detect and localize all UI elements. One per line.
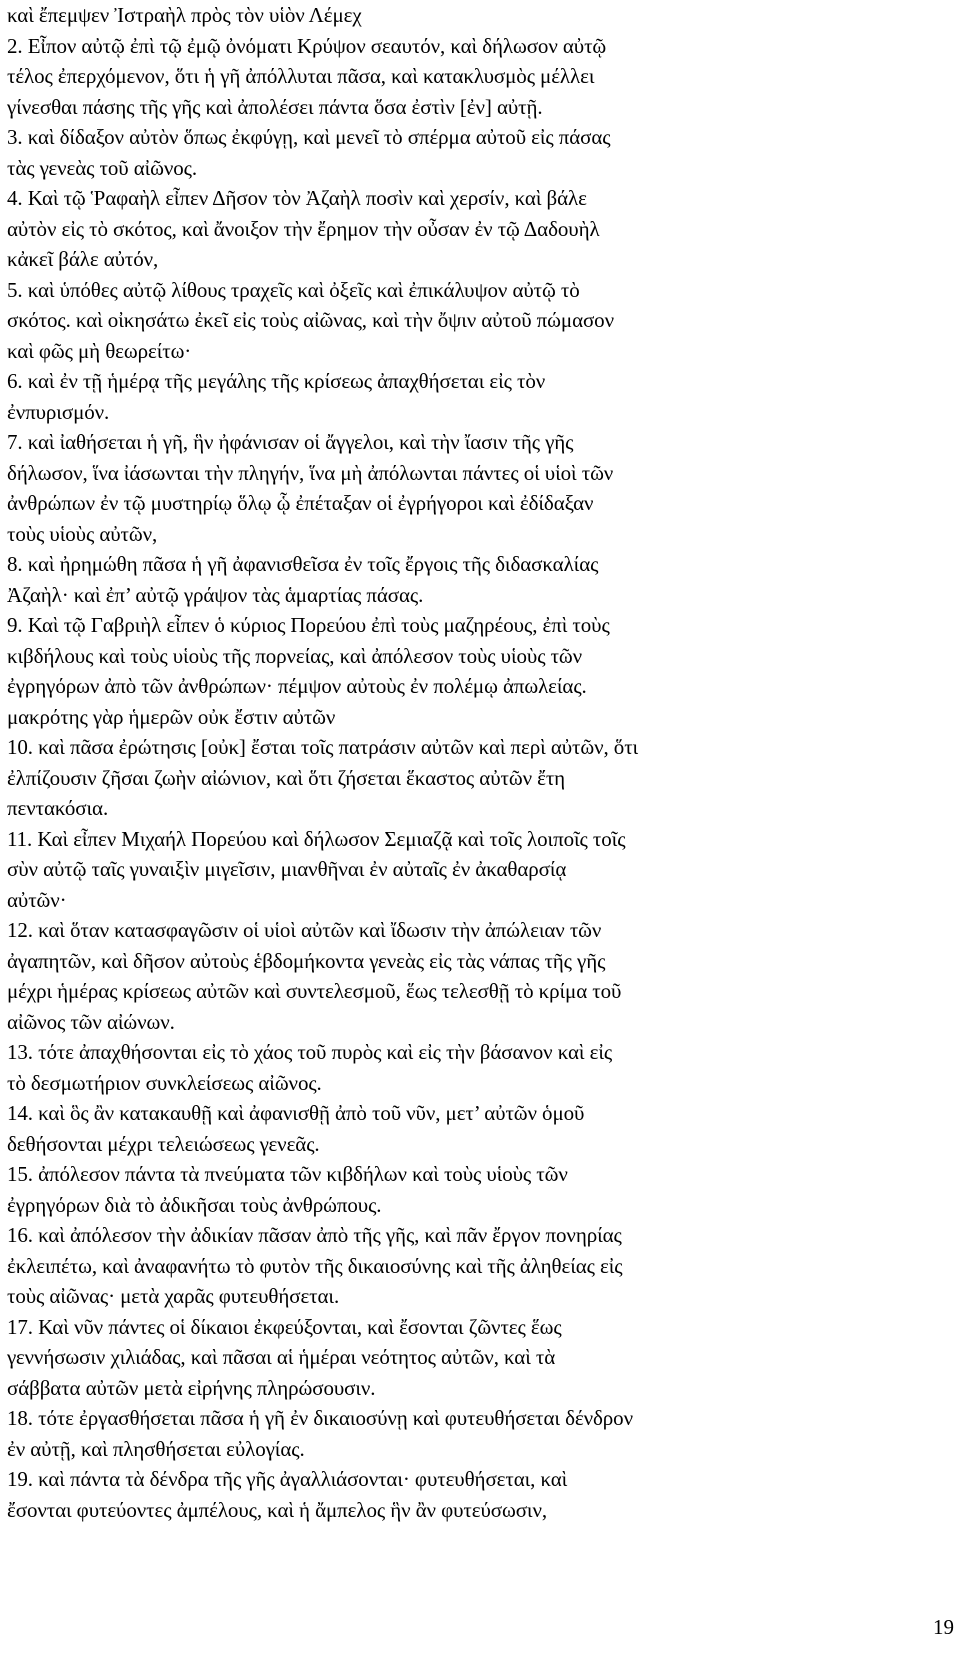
text-line: τοὺς αἰῶνας· μετὰ χαρᾶς φυτευθήσεται.: [7, 1284, 340, 1308]
text-line: 18. τότε ἐργασθήσεται πᾶσα ἡ γῆ ἐν δικαιοσύνῃ καὶ φυτευθήσεται δένδρον: [7, 1406, 633, 1430]
text-line: ἔσονται φυτεύοντες ἀμπέλους, καὶ ἡ ἄμπελος ἣν ἂν φυτεύσωσιν,: [7, 1497, 548, 1522]
text-line: ἐγρηγόρων διὰ τὸ ἀδικῆσαι τοὺς ἀνθρώπους.: [7, 1192, 382, 1217]
text-line: δήλωσον, ἵνα ἰάσωνται τὴν πληγήν, ἵνα μὴ ἀπόλωνται πάντες οἱ υἱοὶ τῶν: [7, 460, 614, 485]
text-line: ἀγαπητῶν, καὶ δῆσον αὐτοὺς ἑβδομήκοντα γενεὰς εἰς τὰς νάπας τῆς γῆς: [7, 948, 606, 973]
text-line: 5. καὶ ὑπόθες αὐτῷ λίθους τραχεῖς καὶ ὀξεῖς καὶ ἐπικάλυψον αὐτῷ τὸ: [7, 277, 580, 302]
page-number: 19: [933, 1615, 954, 1639]
text-line: 16. καὶ ἀπόλεσον τὴν ἀδικίαν πᾶσαν ἀπὸ τῆς γῆς, καὶ πᾶν ἔργον πονηρίας: [7, 1223, 622, 1247]
text-line: 4. Καὶ τῷ Ῥαφαὴλ εἶπεν Δῆσον τὸν Ἀζαὴλ ποσὶν καὶ χερσίν, καὶ βάλε: [7, 186, 587, 210]
text-line: τὸ δεσμωτήριον συνκλείσεως αἰῶνος.: [7, 1070, 322, 1095]
text-line: 3. καὶ δίδαξον αὐτὸν ὅπως ἐκφύγῃ, καὶ μενεῖ τὸ σπέρμα αὐτοῦ εἰς πάσας: [7, 125, 611, 149]
text-line: κἀκεῖ βάλε αὐτόν,: [7, 247, 159, 271]
text-line: γεννήσωσιν χιλιάδας, καὶ πᾶσαι αἱ ἡμέραι νεότητος αὐτῶν, καὶ τὰ: [7, 1345, 556, 1369]
text-line: ἐν αὐτῇ, καὶ πλησθήσεται εὐλογίας.: [7, 1436, 305, 1461]
text-line: 12. καὶ ὅταν κατασφαγῶσιν οἱ υἱοὶ αὐτῶν καὶ ἴδωσιν τὴν ἀπώλειαν τῶν: [7, 918, 602, 942]
text-line: 15. ἀπόλεσον πάντα τὰ πνεύματα τῶν κιβδήλων καὶ τοὺς υἱοὺς τῶν: [7, 1162, 568, 1186]
text-line: σάββατα αὐτῶν μετὰ εἰρήνης πληρώσουσιν.: [7, 1375, 376, 1400]
text-line: κιβδήλους καὶ τοὺς υἱοὺς τῆς πορνείας, καὶ ἀπόλεσον τοὺς υἱοὺς τῶν: [7, 643, 583, 668]
text-line: Ἀζαὴλ· καὶ ἐπ’ αὐτῷ γράψον τὰς ἁμαρτίας πάσας.: [7, 582, 424, 607]
text-line: 17. Καὶ νῦν πάντες οἱ δίκαιοι ἐκφεύξονται, καὶ ἔσονται ζῶντες ἕως: [7, 1314, 562, 1339]
text-line: καὶ φῶς μὴ θεωρείτω·: [7, 338, 192, 363]
text-line: αἰῶνος τῶν αἰώνων.: [7, 1009, 175, 1034]
text-line: τοὺς υἱοὺς αὐτῶν,: [7, 521, 158, 546]
text-line: τὰς γενεὰς τοῦ αἰῶνος.: [7, 155, 198, 180]
text-line: ἐγρηγόρων ἀπὸ τῶν ἀνθρώπων· πέμψον αὐτοὺς ἐν πολέμῳ ἀπωλείας.: [7, 674, 587, 698]
text-line: σὺν αὐτῷ ταῖς γυναιξὶν μιγεῖσιν, μιανθῆναι ἐν αὐταῖς ἐν ἀκαθαρσίᾳ: [7, 857, 567, 881]
text-line: πεντακόσια.: [7, 796, 109, 820]
text-line: τέλος ἐπερχόμενον, ὅτι ἡ γῆ ἀπόλλυται πᾶσα, καὶ κατακλυσμὸς μέλλει: [7, 64, 595, 88]
text-line: αὐτὸν εἰς τὸ σκότος, καὶ ἄνοιξον τὴν ἔρημον τὴν οὖσαν ἐν τῷ Δαδουὴλ: [7, 216, 600, 241]
text-line: ἐνπυρισμόν.: [7, 399, 110, 424]
text-line: 11. Καὶ εἶπεν Μιχαήλ Πορεύου καὶ δήλωσον Σεμιαζᾷ καὶ τοῖς λοιποῖς τοῖς: [7, 826, 626, 851]
text-line: 14. καὶ ὃς ἂν κατακαυθῇ καὶ ἀφανισθῇ ἀπὸ τοῦ νῦν, μετ’ αὐτῶν ὁμοῦ: [7, 1101, 585, 1125]
text-line: 8. καὶ ἠρημώθη πᾶσα ἡ γῆ ἀφανισθεῖσα ἐν τοῖς ἔργοις τῆς διδασκαλίας: [7, 552, 599, 576]
text-line: 9. Καὶ τῷ Γαβριὴλ εἶπεν ὁ κύριος Πορεύου ἐπὶ τοὺς μαζηρέους, ἐπὶ τοὺς: [7, 613, 610, 637]
text-line: μακρότης γὰρ ἡμερῶν οὐκ ἔστιν αὐτῶν: [7, 704, 336, 729]
text-line: γίνεσθαι πάσης τῆς γῆς καὶ ἀπολέσει πάντα ὅσα ἐστὶν [ἐν] αὐτῇ.: [7, 94, 543, 119]
text-line: δεθήσονται μέχρι τελειώσεως γενεᾶς.: [7, 1131, 320, 1156]
text-line: 13. τότε ἀπαχθήσονται εἰς τὸ χάος τοῦ πυρὸς καὶ εἰς τὴν βάσανον καὶ εἰς: [7, 1040, 613, 1064]
text-line: 19. καὶ πάντα τὰ δένδρα τῆς γῆς ἀγαλλιάσονται· φυτευθήσεται, καὶ: [7, 1467, 568, 1491]
text-line: μέχρι ἡμέρας κρίσεως αὐτῶν καὶ συντελεσμοῦ, ἕως τελεσθῇ τὸ κρίμα τοῦ: [7, 979, 622, 1003]
text-line: ἐλπίζουσιν ζῆσαι ζωὴν αἰώνιον, καὶ ὅτι ζήσεται ἕκαστος αὐτῶν ἔτη: [7, 765, 566, 790]
text-line: αὐτῶν·: [7, 887, 67, 912]
text-line: σκότος. καὶ οἰκησάτω ἐκεῖ εἰς τοὺς αἰῶνας, καὶ τὴν ὄψιν αὐτοῦ πώμασον: [7, 308, 614, 332]
text-line: 6. καὶ ἐν τῇ ἡμέρᾳ τῆς μεγάλης τῆς κρίσεως ἀπαχθήσεται εἰς τὸν: [7, 369, 546, 393]
text-line: 2. Εἶπον αὐτῷ ἐπὶ τῷ ἐμῷ ὀνόματι Κρύψον σεαυτόν, καὶ δήλωσον αὐτῷ: [7, 33, 607, 58]
text-line: καὶ ἔπεμψεν Ἰστραὴλ πρὸς τὸν υἱὸν Λέμεχ: [7, 3, 362, 27]
text-line: ἐκλειπέτω, καὶ ἀναφανήτω τὸ φυτὸν τῆς δικαιοσύνης καὶ τῆς ἀληθείας εἰς: [7, 1253, 623, 1278]
document-body: [7, 0, 952, 1525]
text-line: 10. καὶ πᾶσα ἐρώτησις [οὐκ] ἔσται τοῖς πατράσιν αὐτῶν καὶ περὶ αὐτῶν, ὅτι: [7, 735, 639, 759]
text-line: 7. καὶ ἰαθήσεται ἡ γῆ, ἣν ἠφάνισαν οἱ ἄγγελοι, καὶ τὴν ἴασιν τῆς γῆς: [7, 430, 574, 454]
text-line: ἀνθρώπων ἐν τῷ μυστηρίῳ ὅλῳ ᾧ ἐπέταξαν οἱ ἐγρήγοροι καὶ ἐδίδαξαν: [7, 491, 594, 515]
